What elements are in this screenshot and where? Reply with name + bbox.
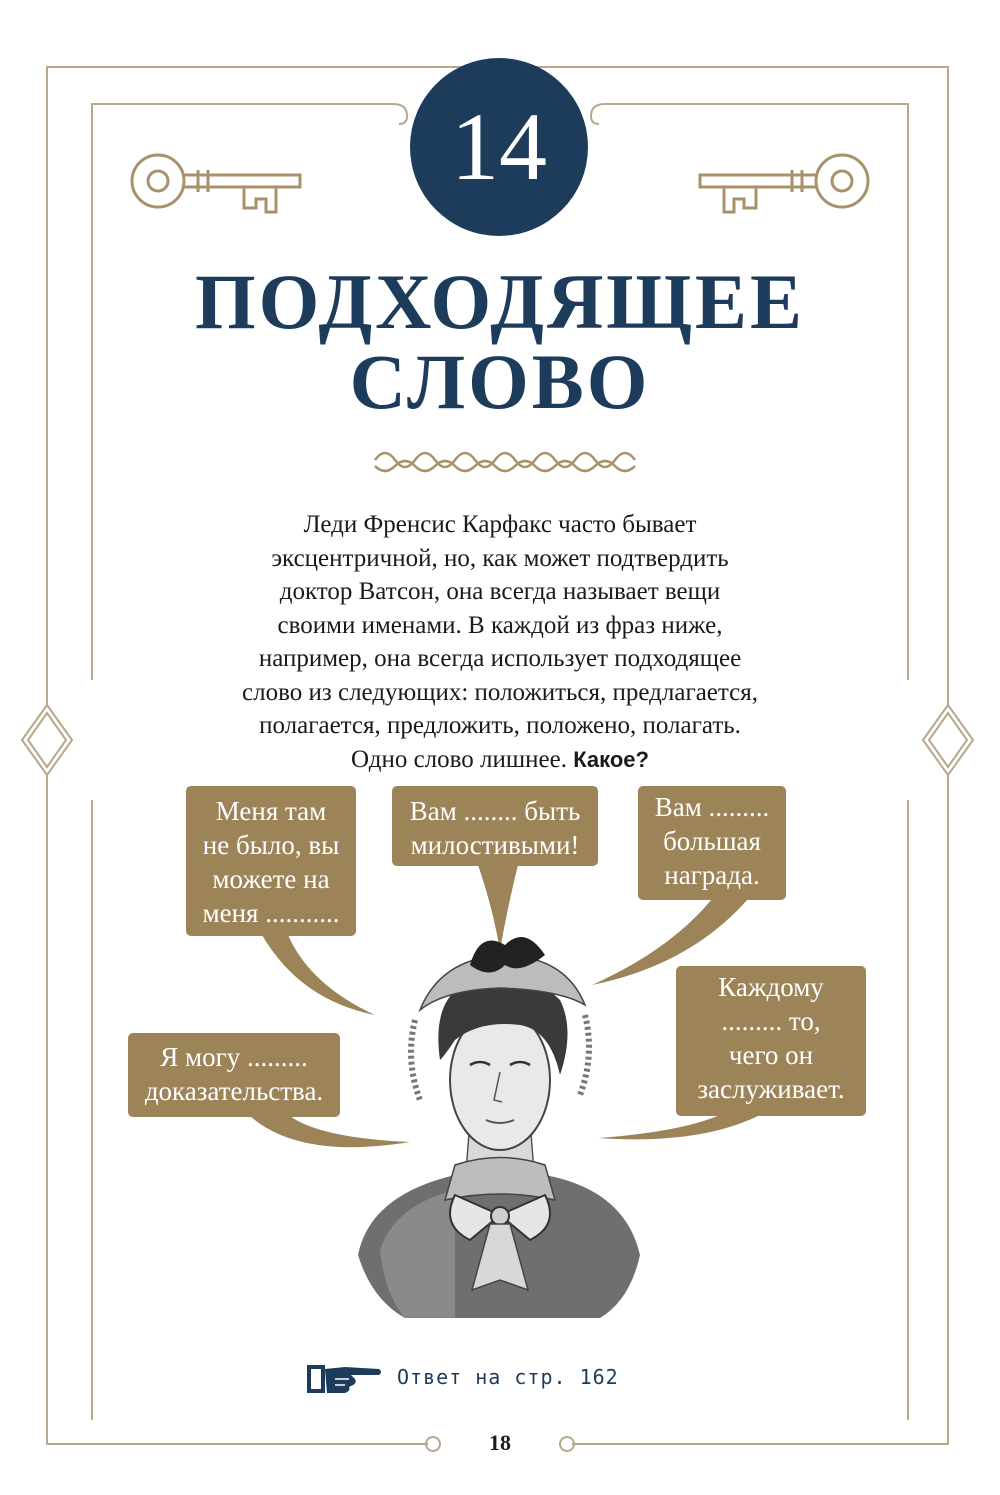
speech-bubble-1	[186, 786, 356, 936]
bubble-line: доказательства.	[144, 1076, 324, 1106]
bubble-line: Вам .........	[654, 792, 770, 822]
bubble-line: награда.	[664, 860, 760, 890]
intro-line: например, она всегда использует подходящее	[258, 645, 742, 672]
bubble-line: большая	[663, 826, 761, 856]
key-icon	[132, 155, 300, 212]
bubble-line: можете на	[212, 864, 330, 894]
bubble-line: Каждому	[718, 972, 824, 1002]
bubble-line: заслуживает.	[697, 1074, 845, 1104]
intro-line: полагается, предложить, положено, полагать.	[259, 712, 741, 739]
answer-reference-text: Ответ на стр. 162	[397, 1365, 619, 1389]
intro-line: Леди Френсис Карфакс часто бывает	[303, 511, 697, 538]
intro-line: слово из следующих: положиться, предлагается,	[242, 678, 758, 706]
pointing-hand-icon	[305, 1357, 383, 1397]
bubble-line: милостивыми!	[410, 830, 580, 860]
bubble-line: Я могу .........	[160, 1042, 308, 1072]
diamond-ornament-icon	[22, 705, 72, 775]
speech-bubble-4	[676, 966, 866, 1116]
puzzle-title-line-2: СЛОВО	[349, 338, 651, 425]
bubble-line: чего он	[728, 1040, 814, 1070]
diamond-ornament-icon	[923, 705, 973, 775]
bubble-line: Меня там	[215, 796, 327, 826]
speech-bubble-2	[392, 786, 598, 866]
speech-bubble-3	[638, 786, 786, 900]
intro-last-line	[185, 743, 815, 777]
puzzle-number: 14	[451, 93, 547, 200]
bubble-line: ......... то,	[721, 1006, 821, 1036]
intro-last-text: Одно слово лишнее.	[351, 745, 567, 773]
bubble-line: меня ...........	[202, 898, 340, 928]
intro-line: доктор Ватсон, она всегда называет вещи	[279, 578, 721, 605]
wave-ornament-icon	[375, 453, 635, 471]
intro-line: эксцентричной, но, как может подтвердить	[271, 544, 729, 572]
puzzle-number-badge	[410, 58, 588, 236]
puzzle-title-line-1: ПОДХОДЯЩЕЕ	[195, 258, 805, 345]
lady-portrait-image	[358, 937, 640, 1318]
bubble-line: Вам ........ быть	[409, 796, 581, 826]
bubble-line: не было, вы	[202, 830, 340, 860]
key-icon	[700, 155, 868, 212]
intro-question: Какое?	[573, 746, 649, 772]
answer-reference	[305, 1356, 619, 1398]
page-number: 18	[489, 1430, 511, 1455]
intro-paragraph	[185, 508, 815, 776]
speech-bubble-5	[128, 1033, 340, 1117]
intro-line: своими именами. В каждой из фраз ниже,	[277, 611, 723, 639]
